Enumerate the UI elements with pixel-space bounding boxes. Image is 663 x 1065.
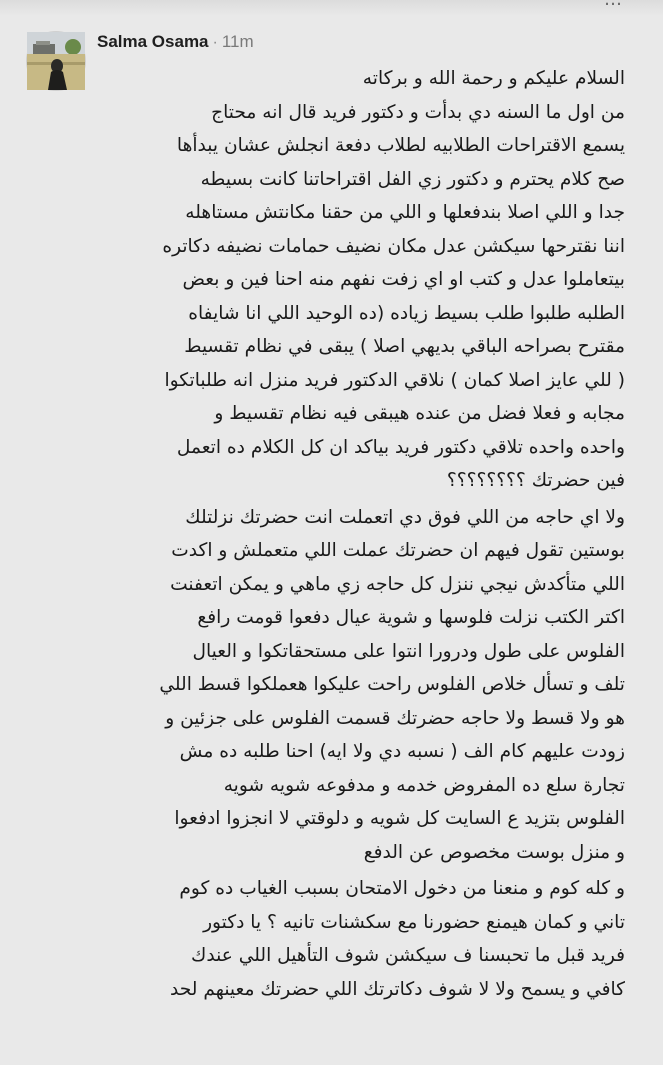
comment-line: تاني و كمان هيمنع حضورنا مع سكشنات تانيه ؟ يا دكتور (203, 911, 625, 933)
comment-line: ولا اي حاجه من اللي فوق دي اتعملت انت حضرتك نزلتلك (185, 506, 625, 528)
comment-line: كافي و يسمح ولا لا شوف دكاترتك اللي حضرتك معينهم لحد (170, 978, 625, 1000)
comment-line: تلف و تسأل خلاص الفلوس راحت عليكوا هعملكوا قسط اللي (159, 674, 625, 695)
comment-line: هو ولا قسط ولا حاجه حضرتك قسمت الفلوس على جزئين و (165, 707, 625, 729)
comment-line: اكتر الكتب نزلت فلوسها و شوية عيال دفعوا قومت رافع (197, 607, 625, 628)
comment-line: اننا نقترحها سيكشن عدل مكان نضيف حمامات نضيفه دكاتره (162, 235, 625, 257)
author-name[interactable]: Salma Osama (97, 32, 209, 51)
comment-line: و منزل بوست مخصوص عن الدفع (363, 841, 625, 863)
comment-line: بوستين تقول فيهم ان حضرتك عملت اللي متعملش و اكدت (171, 540, 625, 561)
comment-line: الطلبه طلبوا طلب بسيط زياده (ده الوحيد اللي انا شايفاه (188, 302, 625, 324)
comment-line: تجارة سلع ده المفروض خدمه و مدفوعه شويه شويه (223, 774, 625, 796)
comment-line: بيتعاملوا عدل و كتب او اي زفت نفهم منه احنا فين و بعض (182, 269, 625, 290)
comment-line: فين حضرتك ؟؟؟؟؟؟؟؟ (446, 470, 625, 491)
comment-line: واحده واحده تلاقي دكتور فريد بياكد ان كل الكلام ده اتعمل (176, 436, 625, 458)
more-options-icon[interactable] (603, 0, 623, 10)
comment-text (60, 62, 625, 1065)
comment-line: اللي متأكدش نيجي ننزل كل حاجه زي ماهي و يمكن اتعفنت (170, 573, 625, 595)
comment-header (97, 32, 254, 52)
top-divider (0, 0, 663, 16)
comment-line: صح كلام يحترم و دكتور زي الفل اقتراحاتنا كانت بسيطه (200, 168, 625, 190)
comment-line: من اول ما السنه دي بدأت و دكتور فريد قال انه محتاج (211, 101, 625, 123)
comment-line: ( للي عايز اصلا كمان ) نلاقي الدكتور فريد منزل انه طلباتكوا (164, 369, 625, 391)
comment-line: يسمع الاقتراحات الطلابيه لطلاب دفعة انجلش عشان يبدأها (176, 135, 625, 156)
timestamp[interactable]: 11m (221, 32, 254, 51)
comment-line: زودت عليهم كام الف ( نسبه دي ولا ايه) احنا طلبه ده مش (179, 741, 625, 762)
comment-line: فريد قبل ما تحبسنا ف سيكشن شوف التأهيل اللي عندك (191, 945, 625, 966)
comment-line-greeting: السلام عليكم و رحمة الله و بركاته (362, 68, 625, 89)
comment-line: مقترح بصراحه الباقي بديهي اصلا ) يبقى في نظام تقسيط (184, 336, 625, 357)
comment-line: جدا و اللي اصلا بندفعلها و اللي من حقنا مكانتش مستاهله (185, 202, 625, 223)
comment-line: الفلوس على طول ودرورا انتوا على مستحقاتكوا و العيال (192, 640, 625, 662)
comment-line: الفلوس بتزيد ع السايت كل شويه و دلوقتي لا انجزوا ادفعوا (174, 808, 625, 829)
separator-dot: · (212, 34, 218, 51)
comment-line: مجابه و فعلا فضل من عنده هيبقى فيه نظام تقسيط و (214, 403, 625, 424)
comment-line: و كله كوم و منعنا من دخول الامتحان بسبب الغياب ده كوم (179, 878, 625, 899)
